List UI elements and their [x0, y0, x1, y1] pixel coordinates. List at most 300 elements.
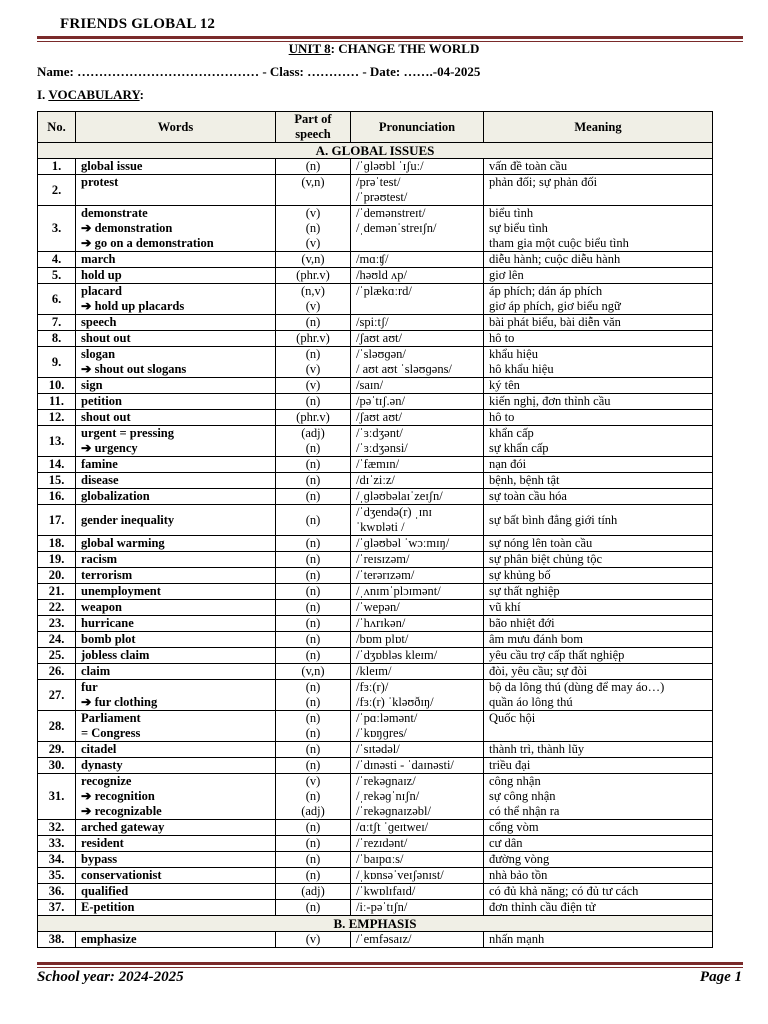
word-line: bomb plot [81, 632, 136, 646]
row-number: 22. [38, 600, 76, 616]
word-line: ➔ shout out slogans [81, 362, 187, 376]
part-of-speech-cell [276, 711, 351, 742]
meaning-line: nhà bảo tồn [489, 868, 548, 882]
meaning-cell [484, 932, 713, 948]
meaning-line: công nhận [489, 774, 541, 788]
part-of-speech-line: (v,n) [301, 664, 325, 678]
meaning-line: vấn đề toàn cầu [489, 159, 568, 173]
table-row [38, 742, 713, 758]
word-cell [76, 600, 276, 616]
row-number: 10. [38, 378, 76, 394]
pronunciation-cell [351, 584, 484, 600]
word-line: arched gateway [81, 820, 165, 834]
pronunciation-line: /ˈsləʊɡən/ [356, 347, 406, 361]
pronunciation-cell [351, 711, 484, 742]
row-number: 24. [38, 632, 76, 648]
table-row [38, 505, 713, 536]
part-of-speech-cell [276, 206, 351, 252]
row-number: 37. [38, 900, 76, 916]
word-line: claim [81, 664, 111, 678]
part-of-speech-line: (n) [305, 221, 321, 235]
row-number: 18. [38, 536, 76, 552]
pronunciation-line: /kleɪm/ [356, 664, 392, 678]
word-line: march [81, 252, 116, 266]
pronunciation-cell [351, 552, 484, 568]
meaning-line: nhấn mạnh [489, 932, 545, 946]
table-row [38, 347, 713, 378]
row-number: 29. [38, 742, 76, 758]
part-of-speech-cell [276, 616, 351, 632]
word-cell [76, 473, 276, 489]
table-row [38, 932, 713, 948]
word-line: weapon [81, 600, 122, 614]
meaning-cell [484, 284, 713, 315]
pronunciation-line: /ˈkwɒlɪfaɪd/ [356, 884, 416, 898]
part-of-speech-cell [276, 884, 351, 900]
column-header-words: Words [76, 112, 276, 143]
pronunciation-line: /ˈkɒŋɡres/ [356, 726, 407, 740]
row-number: 23. [38, 616, 76, 632]
row-number: 7. [38, 315, 76, 331]
row-number: 21. [38, 584, 76, 600]
word-line: terrorism [81, 568, 133, 582]
table-row [38, 268, 713, 284]
word-line: ➔ urgency [81, 441, 138, 455]
word-cell [76, 206, 276, 252]
pronunciation-line: /ˈrekəɡnaɪz/ [356, 774, 416, 788]
pronunciation-cell [351, 268, 484, 284]
pronunciation-cell [351, 410, 484, 426]
word-line: hold up [81, 268, 122, 282]
word-line: ➔ demonstration [81, 221, 173, 235]
pronunciation-line: /ˈdɪnəsti - ˈdaɪnəsti/ [356, 758, 454, 772]
meaning-cell [484, 774, 713, 820]
pronunciation-cell [351, 206, 484, 252]
word-line: Parliament [81, 711, 141, 725]
pronunciation-line: /ˈsɪtədəl/ [356, 742, 400, 756]
part-of-speech-line: (v) [305, 299, 321, 313]
pronunciation-line: /ˈbaɪpɑːs/ [356, 852, 404, 866]
column-header-no: No. [38, 112, 76, 143]
meaning-line: sự toàn cầu hóa [489, 489, 567, 503]
meaning-line: ký tên [489, 378, 520, 392]
table-row [38, 774, 713, 820]
meaning-line: đường vòng [489, 852, 550, 866]
meaning-cell [484, 568, 713, 584]
word-line: unemployment [81, 584, 161, 598]
meaning-cell [484, 331, 713, 347]
meaning-cell [484, 159, 713, 175]
part-of-speech-line: (n) [305, 473, 321, 487]
part-of-speech-line: (n) [305, 159, 321, 173]
meaning-cell [484, 268, 713, 284]
part-of-speech-line: (n) [305, 568, 321, 582]
meaning-line: thành trì, thành lũy [489, 742, 585, 756]
pronunciation-cell [351, 774, 484, 820]
pronunciation-line: /ˈwepən/ [356, 600, 400, 614]
word-cell [76, 648, 276, 664]
table-row [38, 900, 713, 916]
pronunciation-cell [351, 820, 484, 836]
word-line: E-petition [81, 900, 135, 914]
section-colon: : [139, 87, 144, 102]
table-row [38, 868, 713, 884]
pronunciation-cell [351, 378, 484, 394]
word-cell [76, 758, 276, 774]
row-number: 30. [38, 758, 76, 774]
meaning-cell [484, 711, 713, 742]
word-cell [76, 159, 276, 175]
part-of-speech-line: (n) [305, 680, 321, 694]
meaning-line: yêu cầu trợ cấp thất nghiệp [489, 648, 625, 662]
meaning-cell [484, 489, 713, 505]
part-of-speech-line: (n) [305, 648, 321, 662]
meaning-line: khẩu hiệu [489, 347, 538, 361]
meaning-line: đơn thỉnh cầu điện tử [489, 900, 596, 914]
word-cell [76, 457, 276, 473]
part-of-speech-line: (n) [305, 758, 321, 772]
word-line: qualified [81, 884, 129, 898]
part-of-speech-line: (n) [305, 347, 321, 361]
footer-rule-thick [37, 962, 743, 965]
word-line: ➔ recognition [81, 789, 155, 803]
pronunciation-line: /ˈhʌrɪkən/ [356, 616, 406, 630]
table-row [38, 648, 713, 664]
table-row [38, 252, 713, 268]
pronunciation-line: /ˈdʒendə(r) ˌɪnɪ [356, 505, 433, 519]
meaning-line: sự bất bình đẳng giới tính [489, 512, 618, 527]
meaning-line: hô to [489, 410, 515, 424]
pronunciation-cell [351, 394, 484, 410]
pronunciation-line: /ˈfæmɪn/ [356, 457, 400, 471]
meaning-line: nạn đói [489, 457, 527, 471]
meaning-line: bão nhiệt đới [489, 616, 555, 630]
unit-heading [0, 41, 768, 57]
pronunciation-cell [351, 505, 484, 536]
word-line: jobless claim [81, 648, 150, 662]
row-number: 32. [38, 820, 76, 836]
table-row [38, 394, 713, 410]
row-number: 4. [38, 252, 76, 268]
pronunciation-cell [351, 473, 484, 489]
pronunciation-line: /ˌɡləʊbəlaɪˈzeɪʃn/ [356, 489, 443, 503]
part-of-speech-cell [276, 900, 351, 916]
table-row [38, 852, 713, 868]
meaning-cell [484, 206, 713, 252]
pronunciation-line: /ˌʌnɪmˈplɔɪmənt/ [356, 584, 441, 598]
pronunciation-line: /ˈɜːdʒənt/ [356, 426, 403, 440]
pronunciation-cell [351, 284, 484, 315]
row-number: 9. [38, 347, 76, 378]
word-cell [76, 711, 276, 742]
part-of-speech-cell [276, 664, 351, 680]
word-cell [76, 664, 276, 680]
row-number: 38. [38, 932, 76, 948]
meaning-cell [484, 584, 713, 600]
word-line: disease [81, 473, 119, 487]
word-line: = Congress [81, 726, 141, 740]
part-of-speech-line: (n) [305, 742, 321, 756]
table-row [38, 331, 713, 347]
table-row [38, 820, 713, 836]
pronunciation-line: /mɑːʧ/ [356, 252, 389, 266]
table-header-row [38, 112, 713, 143]
word-cell [76, 884, 276, 900]
word-line: gender inequality [81, 512, 175, 527]
school-year: School year: 2024-2025 [37, 969, 184, 985]
pronunciation-cell [351, 426, 484, 457]
meaning-cell [484, 536, 713, 552]
pronunciation-cell [351, 489, 484, 505]
part-of-speech-cell [276, 820, 351, 836]
table-row [38, 632, 713, 648]
pronunciation-line: /fɜː(r)/ [356, 680, 389, 694]
meaning-line: cổng vòm [489, 820, 539, 834]
part-of-speech-cell [276, 584, 351, 600]
word-line: sign [81, 378, 103, 392]
word-cell [76, 268, 276, 284]
part-of-speech-line: (v) [305, 236, 321, 250]
meaning-line: giơ lên [489, 268, 524, 282]
table-row [38, 378, 713, 394]
part-of-speech-line: (adj) [301, 804, 325, 818]
part-of-speech-line: (n,v) [301, 284, 325, 298]
word-line: demonstrate [81, 206, 148, 220]
word-cell [76, 680, 276, 711]
part-of-speech-line: (n) [305, 868, 321, 882]
part-of-speech-cell [276, 315, 351, 331]
meaning-line: Quốc hội [489, 711, 536, 725]
pronunciation-cell [351, 884, 484, 900]
pronunciation-line: /ˈpɑːləmənt/ [356, 711, 418, 725]
column-header-part-of-speech: Part of speech [276, 112, 351, 143]
row-number: 11. [38, 394, 76, 410]
table-row [38, 568, 713, 584]
pronunciation-line: /pəˈtɪʃ.ən/ [356, 394, 405, 408]
meaning-cell [484, 394, 713, 410]
pronunciation-line: /ɑːtʃt ˈɡeɪtweɪ/ [356, 820, 429, 834]
part-of-speech-cell [276, 268, 351, 284]
pronunciation-line: /ʃaʊt aʊt/ [356, 410, 402, 424]
meaning-line: giơ áp phích, giơ biểu ngữ [489, 299, 621, 313]
pronunciation-line: /həʊld ʌp/ [356, 268, 407, 282]
meaning-line: cư dân [489, 836, 523, 850]
part-of-speech-cell [276, 252, 351, 268]
row-number: 13. [38, 426, 76, 457]
page-number: Page 1 [699, 969, 742, 985]
part-of-speech-line: (n) [305, 552, 321, 566]
word-line: petition [81, 394, 122, 408]
part-of-speech-line: (n) [305, 394, 321, 408]
word-cell [76, 175, 276, 206]
word-cell [76, 932, 276, 948]
row-number: 27. [38, 680, 76, 711]
pronunciation-cell [351, 868, 484, 884]
part-of-speech-cell [276, 568, 351, 584]
part-of-speech-line: (v) [305, 932, 321, 946]
table-row [38, 473, 713, 489]
part-of-speech-line: (adj) [301, 884, 325, 898]
meaning-line: diễu hành; cuộc diễu hành [489, 252, 621, 266]
pronunciation-cell [351, 900, 484, 916]
pronunciation-cell [351, 252, 484, 268]
meaning-line: triều đại [489, 758, 531, 772]
part-of-speech-line: (n) [305, 695, 321, 709]
table-row [38, 616, 713, 632]
row-number: 26. [38, 664, 76, 680]
table-row [38, 758, 713, 774]
row-number: 19. [38, 552, 76, 568]
unit-title: : CHANGE THE WORLD [330, 41, 480, 56]
table-row [38, 536, 713, 552]
row-number: 3. [38, 206, 76, 252]
header-rule-thick [37, 36, 743, 39]
meaning-cell [484, 632, 713, 648]
vocabulary-table [37, 111, 713, 948]
row-number: 16. [38, 489, 76, 505]
part-of-speech-line: (n) [305, 584, 321, 598]
meaning-cell [484, 900, 713, 916]
pronunciation-cell [351, 852, 484, 868]
meaning-line: có thể nhận ra [489, 804, 560, 818]
word-line: placard [81, 284, 122, 298]
pronunciation-cell [351, 536, 484, 552]
meaning-cell [484, 347, 713, 378]
part-of-speech-line: (phr.v) [296, 410, 330, 424]
pronunciation-cell [351, 680, 484, 711]
pronunciation-line: ˈkwɒləti / [356, 520, 405, 534]
part-of-speech-cell [276, 473, 351, 489]
word-line: resident [81, 836, 124, 850]
meaning-line: bệnh, bệnh tật [489, 473, 560, 487]
word-line: racism [81, 552, 118, 566]
word-cell [76, 347, 276, 378]
part-of-speech-cell [276, 774, 351, 820]
part-of-speech-line: (n) [305, 852, 321, 866]
word-cell [76, 900, 276, 916]
part-of-speech-cell [276, 426, 351, 457]
table-row [38, 836, 713, 852]
part-of-speech-cell [276, 284, 351, 315]
meaning-cell [484, 505, 713, 536]
part-of-speech-cell [276, 159, 351, 175]
word-line: recognize [81, 774, 132, 788]
pronunciation-cell [351, 159, 484, 175]
word-cell [76, 505, 276, 536]
part-of-speech-cell [276, 632, 351, 648]
row-number: 5. [38, 268, 76, 284]
meaning-cell [484, 680, 713, 711]
meaning-line: bộ da lông thú (dùng để may áo…) [489, 680, 665, 694]
row-number: 2. [38, 175, 76, 206]
meaning-cell [484, 758, 713, 774]
word-cell [76, 394, 276, 410]
table-row [38, 884, 713, 900]
student-info-line: Name: …………………………………… - Class: ………… - Date: …….-04-2025 [37, 64, 481, 79]
meaning-line: hô to [489, 331, 515, 345]
pronunciation-line: /ˈreɪsɪzəm/ [356, 552, 410, 566]
pronunciation-cell [351, 616, 484, 632]
table-row [38, 159, 713, 175]
meaning-cell [484, 742, 713, 758]
pronunciation-line: /ˈterərɪzəm/ [356, 568, 415, 582]
pronunciation-line: /prəˈtest/ [356, 175, 401, 189]
meaning-cell [484, 820, 713, 836]
pronunciation-cell [351, 175, 484, 206]
meaning-cell [484, 600, 713, 616]
pronunciation-cell [351, 836, 484, 852]
word-cell [76, 568, 276, 584]
part-of-speech-line: (n) [305, 726, 321, 740]
pronunciation-line: /ˌkɒnsəˈveɪʃənɪst/ [356, 868, 444, 882]
part-of-speech-line: (adj) [301, 426, 325, 440]
pronunciation-cell [351, 632, 484, 648]
word-cell [76, 742, 276, 758]
pronunciation-cell [351, 932, 484, 948]
pronunciation-line: /spiːtʃ/ [356, 315, 389, 329]
row-number: 20. [38, 568, 76, 584]
pronunciation-cell [351, 347, 484, 378]
part-of-speech-line: (n) [305, 441, 321, 455]
part-of-speech-line: (v,n) [301, 175, 325, 189]
pronunciation-cell [351, 331, 484, 347]
word-cell [76, 426, 276, 457]
pronunciation-line: /ˈdemənstreɪt/ [356, 206, 426, 220]
pronunciation-line: /ˈemfəsaɪz/ [356, 932, 412, 946]
meaning-line: âm mưu đánh bom [489, 632, 583, 646]
pronunciation-line: /bɒm plɒt/ [356, 632, 409, 646]
part-of-speech-cell [276, 505, 351, 536]
pronunciation-cell [351, 664, 484, 680]
word-cell [76, 584, 276, 600]
pronunciation-cell [351, 758, 484, 774]
word-line: shout out [81, 331, 131, 345]
meaning-line: sự phân biệt chủng tộc [489, 552, 603, 566]
part-of-speech-line: (n) [305, 820, 321, 834]
part-of-speech-cell [276, 331, 351, 347]
meaning-line: quần áo lông thú [489, 695, 573, 709]
part-of-speech-cell [276, 394, 351, 410]
row-number: 17. [38, 505, 76, 536]
pronunciation-line: /dɪˈziːz/ [356, 473, 395, 487]
pronunciation-cell [351, 600, 484, 616]
pronunciation-line: /ˈprəʊtest/ [356, 190, 408, 204]
table-row [38, 600, 713, 616]
meaning-line: hô khẩu hiệu [489, 362, 554, 376]
part-of-speech-cell [276, 680, 351, 711]
meaning-cell [484, 252, 713, 268]
word-line: bypass [81, 852, 118, 866]
section-row [38, 143, 713, 159]
row-number: 36. [38, 884, 76, 900]
word-cell [76, 852, 276, 868]
table-row [38, 552, 713, 568]
row-number: 33. [38, 836, 76, 852]
pronunciation-cell [351, 568, 484, 584]
row-number: 15. [38, 473, 76, 489]
word-cell [76, 836, 276, 852]
word-line: ➔ hold up placards [81, 299, 185, 313]
meaning-cell [484, 552, 713, 568]
pronunciation-cell [351, 648, 484, 664]
pronunciation-line: /ˈdʒɒbləs kleɪm/ [356, 648, 438, 662]
footer-rule-thin [37, 967, 743, 968]
word-line: ➔ fur clothing [81, 695, 158, 709]
table-row [38, 175, 713, 206]
word-cell [76, 410, 276, 426]
part-of-speech-line: (n) [305, 632, 321, 646]
meaning-line: có đủ khả năng; có đủ tư cách [489, 884, 639, 898]
